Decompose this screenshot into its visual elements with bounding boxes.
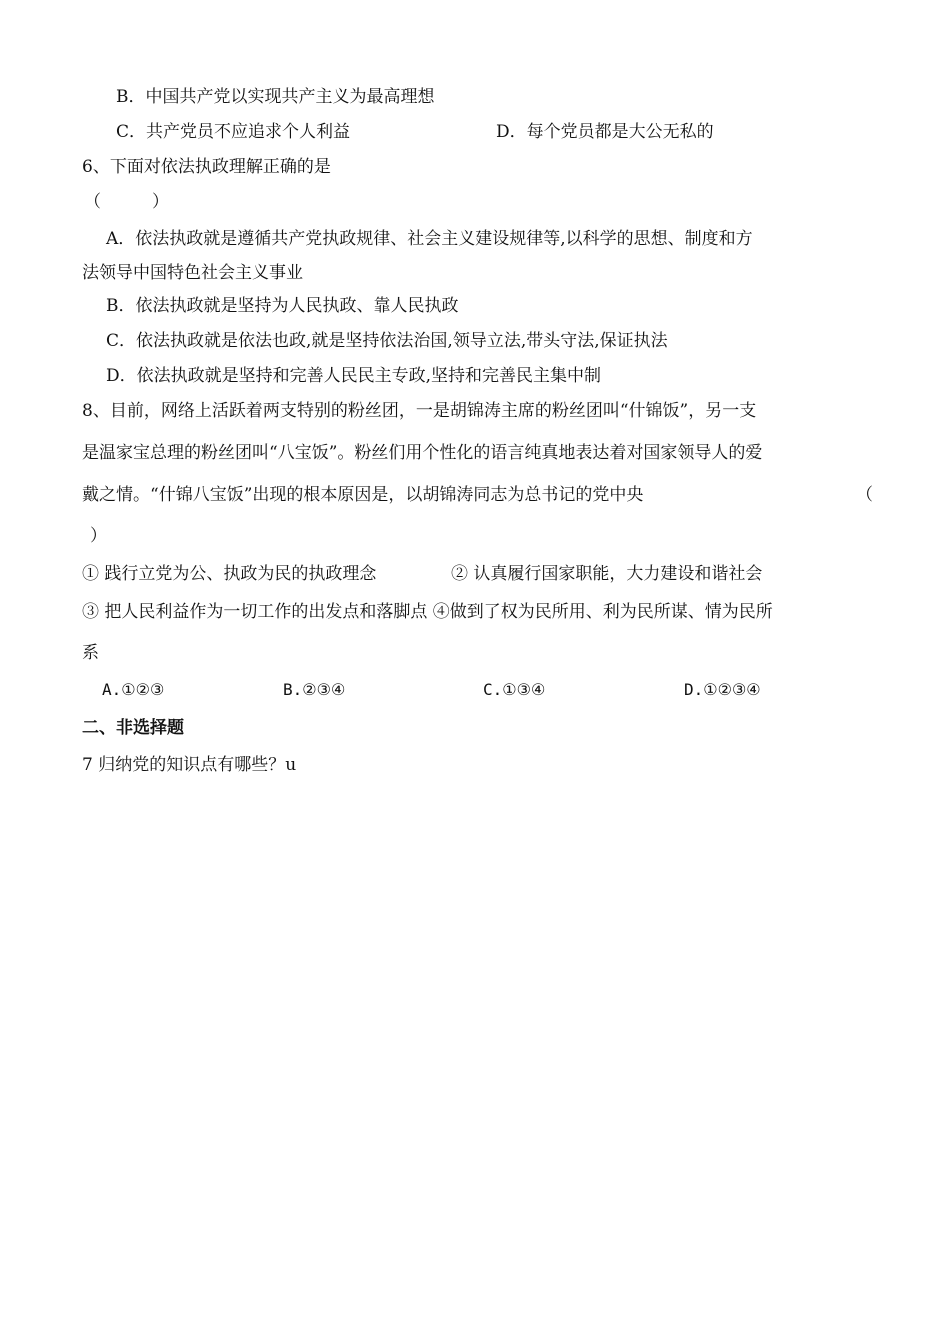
q8-stem-line3: 戴之情。“什锦八宝饭”出现的根本原因是，以胡锦涛同志为总书记的党中央 [82,485,644,505]
q6-option-a-line2: 法领导中国特色社会主义事业 [82,263,303,283]
q8-answer-paren-open: （ [856,485,873,505]
q8-item-1: ① 践行立党为公、执政为民的执政理念 [82,564,377,584]
section-heading-non-choice: 二、非选择题 [82,718,184,738]
q6-option-b: B．依法执政就是坚持为人民执政、靠人民执政 [106,296,459,316]
q8-stem-line2: 是温家宝总理的粉丝团叫“八宝饭”。粉丝们用个性化的语言纯真地表达着对国家领导人的爱 [82,443,763,463]
q8-answer-paren-close: ） [90,526,107,546]
q5-option-c: C．共产党员不应追求个人利益 [116,122,351,142]
q6-stem: 6、下面对依法执政理解正确的是 [82,157,331,177]
q8-items-3-4-line1: ③ 把人民利益作为一切工作的出发点和落脚点 ④做到了权为民所用、利为民所谋、情为民所 [82,602,773,622]
q5-option-d: D．每个党员都是大公无私的 [496,122,714,142]
q8-items-3-4-line2: 系 [82,643,99,663]
q8-choice-c: C.①③④ [483,680,546,699]
q8-choice-b: B.②③④ [283,680,346,699]
q6-option-c: C．依法执政就是依法也政,就是坚持依法治国,领导立法,带头守法,保证执法 [106,331,668,351]
q8-choice-d: D.①②③④ [684,680,761,699]
q5-option-b: B．中国共产党以实现共产主义为最高理想 [116,87,435,107]
q8-item-2: ② 认真履行国家职能，大力建设和谐社会 [451,564,763,584]
q8-stem-line1: 8、目前，网络上活跃着两支特别的粉丝团，一是胡锦涛主席的粉丝团叫“什锦饭”，另一支 [82,401,757,421]
q6-option-a-line1: A．依法执政就是遵循共产党执政规律、社会主义建设规律等,以科学的思想、制度和方 [106,229,753,249]
q8-choice-a: A.①②③ [102,680,165,699]
q7-question: 7 归纳党的知识点有哪些？u [82,755,297,775]
q6-answer-paren: （ ） [84,192,169,212]
q6-option-d: D．依法执政就是坚持和完善人民民主专政,坚持和完善民主集中制 [106,366,602,386]
